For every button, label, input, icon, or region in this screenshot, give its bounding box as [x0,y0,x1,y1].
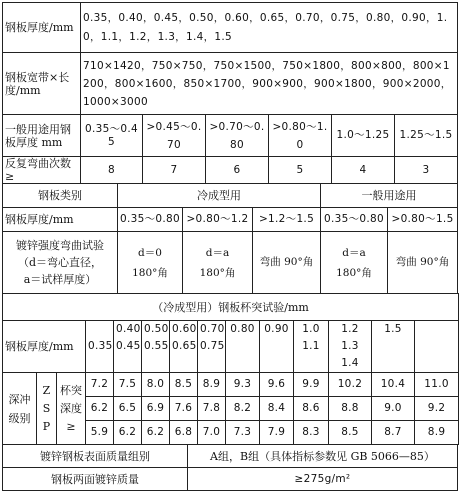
depth-value: 9.3 [226,373,260,397]
bend-count: 3 [395,157,458,184]
depth-value: 7.3 [226,421,260,445]
depth-value: 6.2 [86,397,114,421]
cupping-thickness [142,321,170,373]
thickness-size-table [2,2,458,184]
bend-thickness-range: >0.80～1.2 [183,208,253,232]
thickness-top: 0.70 [200,323,225,335]
depth-value: 6.8 [170,421,198,445]
grade-s: S [42,401,51,415]
depth-value: 6.2 [142,421,170,445]
bend-count: 7 [143,157,206,184]
cupping-thickness [226,321,260,373]
bend-cell-line: 弯曲 90°角 [259,256,314,268]
cupping-test-table [2,293,459,445]
bend-thickness-label: 钢板厚度/mm [3,208,118,232]
bend-thickness-range: 0.35～0.80 [321,208,388,232]
thickness-top: 0.40 [116,323,141,335]
surface-quality-label: 镀锌钢板表面质量组别 [3,445,188,468]
depth-label: 杯突深度≥ [57,373,86,445]
cold-forming-header: 冷成型用 [118,184,321,208]
general-range: 0.35～0.45 [81,115,143,157]
thickness-label: 钢板厚度/mm [3,3,81,53]
depth-value: 8.7 [372,421,415,445]
cupping-thickness [170,321,198,373]
bend-count: 4 [332,157,395,184]
depth-value: 5.9 [86,421,114,445]
depth-value: 9.6 [260,373,294,397]
depth-value: 8.9 [198,373,226,397]
general-range: >0.45～0.70 [143,115,206,157]
depth-value: 8.0 [142,373,170,397]
bend-test-note-1: （d＝弯心直径， [17,256,103,269]
category-label: 钢板类别 [3,184,118,208]
depth-value: 6.2 [114,421,142,445]
grade-letters [37,373,57,445]
bend-cell-line: 180°角 [336,266,372,279]
thickness-top: 1.2 [341,323,359,335]
depth-value: 7.2 [86,373,114,397]
bend-cell [183,232,253,294]
depth-value: 6.5 [114,397,142,421]
bend-count-label: 反复弯曲次数≥ [3,157,81,184]
size-label: 钢板宽带×长度/mm [3,53,81,115]
depth-value: 9.2 [415,397,459,421]
quality-table [2,444,458,491]
depth-value: 11.0 [415,373,459,397]
cupping-thickness [260,321,294,373]
thickness-bottom: 0.55 [144,340,169,352]
depth-value: 7.9 [260,421,294,445]
depth-value: 7.5 [114,373,142,397]
general-range: >0.80～1.0 [269,115,332,157]
bend-cell [253,232,321,294]
bend-thickness-range: >1.2～1.5 [253,208,321,232]
bend-cell-line: d＝a [205,246,230,259]
bend-count: 5 [269,157,332,184]
zinc-mass-value: ≥275g/m² [188,468,458,491]
bend-cell-line: 180°角 [199,266,236,279]
spec-sheet [2,2,457,497]
bend-test-note-2: a＝试样厚度） [23,273,97,286]
cupping-thickness [294,321,329,373]
depth-value: 8.2 [226,397,260,421]
depth-value: 8.6 [294,397,329,421]
depth-value: 9.0 [372,397,415,421]
depth-value: 7.6 [170,397,198,421]
thickness-bottom: 1.1 [302,340,320,352]
depth-value: 8.4 [260,397,294,421]
depth-value: 7.8 [198,397,226,421]
bend-cell-line: d＝a [342,246,366,259]
general-thickness-label: 一般用途用钢板厚度 mm [3,115,81,157]
bend-cell-line: d＝0 [138,246,162,259]
grade-p: P [42,419,51,433]
cupping-thickness [198,321,226,373]
thickness-mid: 1.3 [341,340,359,352]
bend-count: 6 [206,157,269,184]
depth-value: 7.0 [198,421,226,445]
cupping-thickness [114,321,142,373]
depth-value: 10.2 [329,373,372,397]
zinc-mass-label: 钢板两面镀锌质量 [3,468,188,491]
thickness-values: 0.35，0.40，0.45，0.50，0.60，0.65，0.70，0.75，0.80，0.90，1.0，1.1，1.2，1.3，1.4，1.5 [81,3,458,53]
depth-value: 9.9 [294,373,329,397]
bend-cell [388,232,458,294]
cupping-title: （冷成型用）钢板杯突试验/mm [3,294,459,321]
bend-cell [321,232,388,294]
grade-label: 深冲级别 [3,373,37,445]
bend-test-table [2,183,458,294]
depth-value: 8.8 [329,397,372,421]
cupping-thickness-label: 钢板厚度/mm [3,321,86,373]
cupping-thickness [372,321,415,373]
depth-value: 8.3 [294,421,329,445]
thickness-bottom: 1.4 [341,357,359,369]
bend-thickness-range: 0.35～0.80 [118,208,183,232]
general-range: 1.25～1.5 [395,115,458,157]
general-range: >0.70～0.80 [206,115,269,157]
cupping-thickness-extra [415,321,459,373]
thickness-top: 1.5 [384,323,402,335]
depth-value: 10.4 [372,373,415,397]
general-use-header: 一般用途用 [321,184,458,208]
thickness-top: 0.50 [144,323,169,335]
thickness-top: 0.90 [264,323,289,335]
bend-cell [118,232,183,294]
depth-value: 8.5 [170,373,198,397]
cupping-thickness [86,321,114,373]
thickness-top: 0.60 [172,323,197,335]
grade-z: Z [42,383,51,397]
thickness-bottom: 0.65 [172,340,197,352]
thickness-bottom: 0.45 [116,340,141,352]
general-range: 1.0～1.25 [332,115,395,157]
bend-thickness-range: >0.80～1.5 [388,208,458,232]
thickness-top: 1.0 [302,323,320,335]
depth-value: 8.9 [415,421,459,445]
thickness-top: 0.35 [88,340,113,352]
bend-test-label [3,232,118,294]
depth-value: 6.9 [142,397,170,421]
bend-test-title: 镀锌强度弯曲试验 [16,239,104,252]
size-values: 710×1420，750×750，750×1500，750×1800，800×800，800×1200，800×1600，850×1700，900×900，900×1800，900×2000，1000×3000 [81,53,458,115]
thickness-bottom: 0.75 [200,340,225,352]
bend-count: 8 [81,157,143,184]
surface-quality-value: A组，B组（具体指标参数见 GB 5066—85） [188,445,458,468]
bend-cell-line: 弯曲 90°角 [395,256,450,268]
cupping-thickness [329,321,372,373]
depth-value: 8.5 [329,421,372,445]
bend-cell-line: 180°角 [132,266,168,279]
thickness-top: 0.80 [230,323,255,335]
